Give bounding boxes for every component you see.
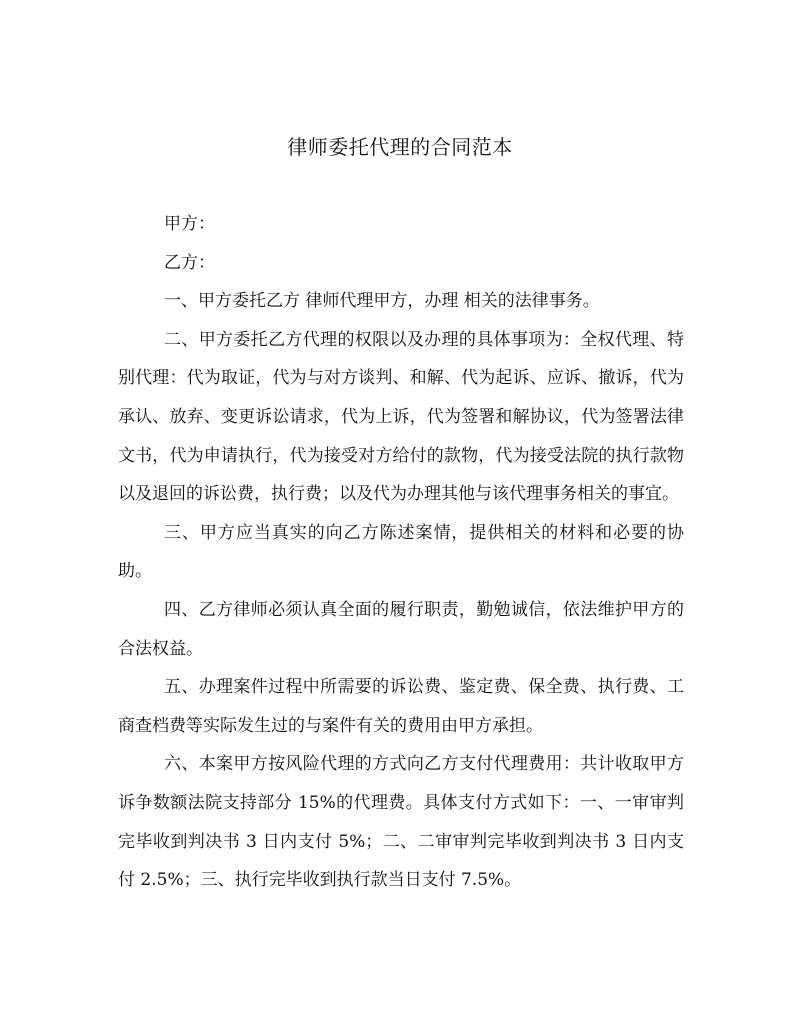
- document-title: 律师委托代理的合同范本: [287, 135, 513, 159]
- clause-3: 三、甲方应当真实的向乙方陈述案情，提供相关的材料和必要的协助。: [118, 522, 684, 582]
- clause-1: 一、甲方委托乙方 律师代理甲方，办理 相关的法律事务。: [164, 291, 600, 312]
- clause-5: 五、办理案件过程中所需要的诉讼费、鉴定费、保全费、执行费、工商查档费等实际发生过的与案件有关的费用由甲方承担。: [118, 677, 684, 736]
- document-body: [118, 205, 684, 900]
- clause-2: 二、甲方委托乙方代理的权限以及办理的具体事项为：全权代理、特别代理：代为取证，代为与对方谈判、和解、代为起诉、应诉、撤诉，代为承认、放弃、变更诉讼请求，代为上诉，代为签署和解协议，代为签署法律文书，代为申请执行，代为接受对方给付的款物，代为接受法院的执行款物以及退回的诉讼费，执行费；以及代为办理其他与该代理事务相关的事宜。: [118, 329, 684, 505]
- party-b-line: 乙方：: [164, 252, 215, 273]
- clause-6: 六、本案甲方按风险代理的方式向乙方支付代理费用：共计收取甲方诉争数额法院支持部分 15%的代理费。具体支付方式如下：一、一审审判完毕收到判决书 3 日内支付 5%；二、二审审判完毕收到判决书 3 日内支付 2.5%；三、执行完毕收到执行款当日支付 7.5%。: [118, 754, 684, 891]
- clause-4: 四、乙方律师必须认真全面的履行职责，勤勉诚信，依法维护甲方的合法权益。: [118, 599, 684, 659]
- party-a-line: 甲方：: [164, 214, 215, 234]
